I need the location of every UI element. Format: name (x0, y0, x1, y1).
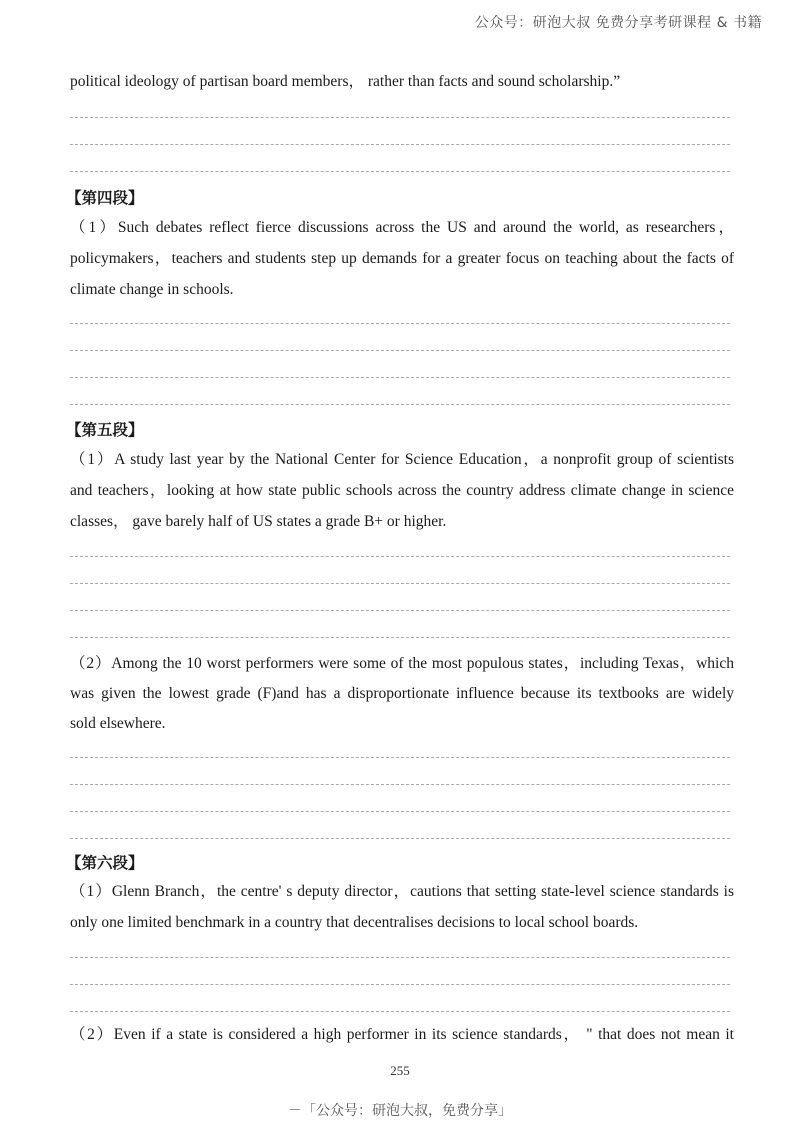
paragraph-line: （1）Such debates reflect fierce discussions across the US and around the world, as researchers， (70, 219, 734, 236)
footer-watermark: －「公众号：研泡大叔，免费分享」 (288, 1103, 512, 1119)
answer-line (70, 350, 730, 351)
paragraph-line: sold elsewhere. (70, 715, 166, 732)
paragraph-line: （2）Among the 10 worst performers were some of the most populous states，including Texas，which (70, 655, 734, 672)
answer-line (70, 984, 730, 985)
answer-line (70, 957, 730, 958)
answer-line (70, 144, 730, 145)
page-number: 255 (390, 1063, 410, 1078)
paragraph-line: policymakers，teachers and students step up demands for a greater focus on teaching about the facts of (70, 250, 734, 267)
answer-line (70, 556, 730, 557)
answer-line (70, 784, 730, 785)
answer-line (70, 377, 730, 378)
paragraph-line: only one limited benchmark in a country that decentralises decisions to local school boards. (70, 914, 639, 931)
answer-line (70, 583, 730, 584)
paragraph-line: was given the lowest grade (F)and has a disproportionate influence because its textbooks are widely (70, 685, 734, 702)
answer-line (70, 1011, 730, 1012)
answer-line (70, 610, 730, 611)
answer-line (70, 838, 730, 839)
answer-line (70, 811, 730, 812)
answer-line (70, 404, 730, 405)
paragraph-line: and teachers，looking at how state public schools across the country address climate change in science (70, 482, 734, 499)
section-heading: 【第六段】 (66, 854, 144, 872)
answer-line (70, 757, 730, 758)
paragraph-line: climate change in schools. (70, 281, 234, 298)
section-heading: 【第四段】 (66, 189, 144, 207)
header-watermark: 公众号：研泡大叔 免费分享考研课程 & 书籍 (474, 15, 762, 31)
paragraph-line: （2）Even if a state is considered a high performer in its science standards， " that does not mean it (70, 1026, 734, 1043)
paragraph-line: political ideology of partisan board members， rather than facts and sound scholarship.” (70, 73, 621, 90)
answer-line (70, 323, 730, 324)
paragraph-line: （1）Glenn Branch，the centre' s deputy director，cautions that setting state-level science standards is (70, 883, 734, 900)
answer-line (70, 171, 730, 172)
answer-line (70, 117, 730, 118)
paragraph-line: （1）A study last year by the National Center for Science Education，a nonprofit group of scientists (70, 451, 734, 468)
paragraph-line: classes， gave barely half of US states a grade B+ or higher. (70, 513, 447, 530)
section-heading: 【第五段】 (66, 421, 144, 439)
answer-line (70, 637, 730, 638)
